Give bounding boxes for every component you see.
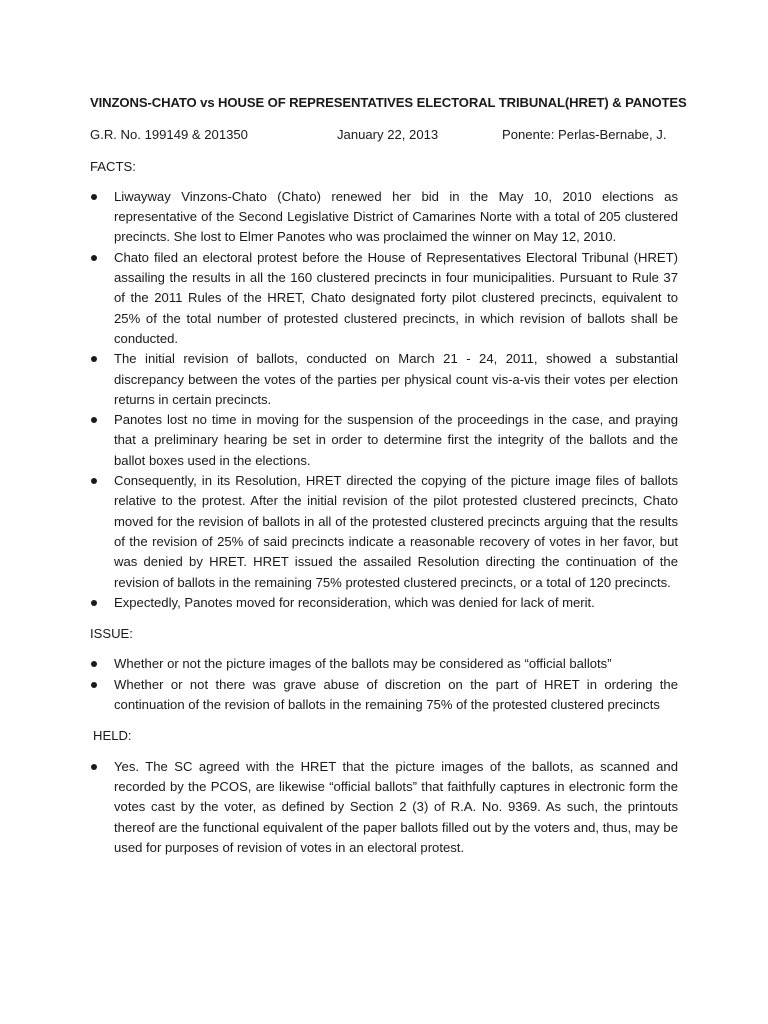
list-item: Panotes lost no time in moving for the suspension of the proceedings in the case, and praying that a preliminary hearing be set in order to determine first the integrity of the ballots and the ballot boxes used in the elections. — [90, 410, 678, 471]
ponente: Ponente: Perlas-Bernabe, J. — [502, 127, 667, 143]
list-item: Whether or not the picture images of the ballots may be considered as “official ballots” — [90, 654, 678, 674]
list-item: Yes. The SC agreed with the HRET that the picture images of the ballots, as scanned and recorded by the PCOS, are likewise “official ballots” that faithfully captures in electronic form the votes cast by the voter, as defined by Section 2 (3) of R.A. No. 9369. As such, the printouts thereof are the functional equivalent of the paper ballots filled out by the voters and, thus, may be used for purposes of revision of votes in an electoral protest. — [90, 757, 678, 858]
bullet-icon — [91, 255, 97, 261]
list-item: Liwayway Vinzons-Chato (Chato) renewed her bid in the May 10, 2010 elections as representative of the Second Legislative District of Camarines Norte with a total of 205 clustered precincts. She lost to Elmer Panotes who was proclaimed the winner on May 12, 2010. — [90, 187, 678, 248]
case-title: VINZONS-CHATO vs HOUSE OF REPRESENTATIVES ELECTORAL TRIBUNAL(HRET) & PANOTES — [90, 95, 687, 110]
held-list — [90, 757, 678, 858]
facts-heading: FACTS: — [90, 158, 136, 174]
list-item: Whether or not there was grave abuse of discretion on the part of HRET in ordering the continuation of the revision of ballots in the remaining 75% of the protested clustered precincts — [90, 675, 678, 716]
bullet-icon — [91, 682, 97, 688]
bullet-icon — [91, 764, 97, 770]
gr-number: G.R. No. 199149 & 201350 — [90, 127, 248, 143]
list-item: Consequently, in its Resolution, HRET directed the copying of the picture image files of ballots relative to the protest. After the initial revision of the pilot protested clustered precincts, Chato moved for the revision of ballots in all of the protested clustered precincts arguing that the results of the revision of 25% of said precincts indicate a reasonable recovery of votes in her favor, but was denied by HRET. HRET issued the assailed Resolution directing the continuation of the revision of ballots in the remaining 75% protested clustered precincts, or a total of 120 precincts. — [90, 471, 678, 593]
bullet-icon — [91, 600, 97, 606]
decision-date: January 22, 2013 — [337, 127, 439, 143]
bullet-icon — [91, 478, 97, 484]
bullet-icon — [91, 194, 97, 200]
document-content — [90, 93, 687, 869]
bullet-icon — [91, 661, 97, 667]
held-heading: HELD: — [93, 728, 132, 744]
bullet-icon — [91, 356, 97, 362]
bullet-icon — [91, 417, 97, 423]
facts-list — [90, 187, 678, 613]
issue-heading: ISSUE: — [90, 626, 133, 642]
issue-list — [90, 654, 678, 715]
list-item: Chato filed an electoral protest before the House of Representatives Electoral Tribunal (HRET) assailing the results in all the 160 clustered precincts in four municipalities. Pursuant to Rule 37 of the 2011 Rules of the HRET, Chato designated forty pilot clustered precincts, equivalent to 25% of the total number of protested clustered precincts, in which revision of ballots shall be conducted. — [90, 248, 678, 349]
case-meta — [90, 125, 678, 145]
list-item: The initial revision of ballots, conducted on March 21 - 24, 2011, showed a substantial discrepancy between the votes of the parties per physical count vis-a-vis their votes per election returns in certain precincts. — [90, 349, 678, 410]
list-item: Expectedly, Panotes moved for reconsideration, which was denied for lack of merit. — [90, 593, 678, 613]
